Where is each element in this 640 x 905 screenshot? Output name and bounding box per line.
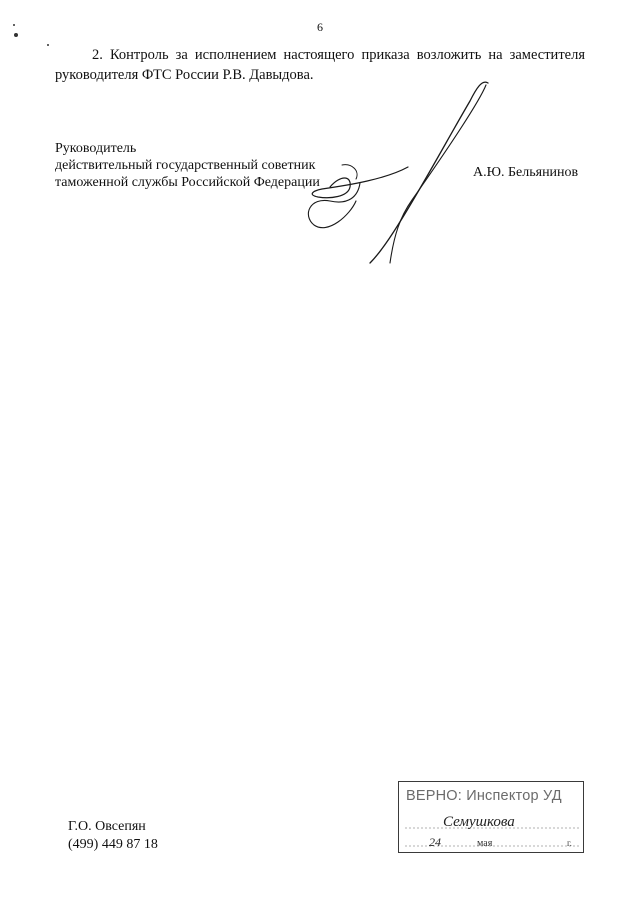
page-number: 6 [317,20,323,34]
signer-name: А.Ю. Бельянинов [473,165,579,180]
stamp-handwriting [399,782,585,854]
certification-stamp [398,781,584,853]
scan-speck [14,33,18,37]
stamp-signature-name: Семушкова [443,814,515,830]
scan-speck [47,44,49,46]
stamp-year-suffix: г. [567,838,572,848]
executor-phone: (499) 449 87 18 [68,837,158,852]
stamp-title: ВЕРНО: Инспектор УД [406,788,562,804]
order-paragraph: 2. Контроль за исполнением настоящего приказа возложить на заместителя руководителя ФТС России Р.В. Давыдова. [55,47,585,83]
stamp-month: мая [477,838,493,849]
position-line: Руководитель [55,141,137,156]
stamp-day: 24 [429,835,441,849]
executor-name: Г.О. Овсепян [68,819,146,834]
handwritten-signature [300,75,500,270]
position-line: таможенной службы Российской Федерации [55,175,320,190]
scan-speck [13,24,15,26]
executor-block [68,818,158,854]
position-line: действительный государственный советник [55,158,316,173]
